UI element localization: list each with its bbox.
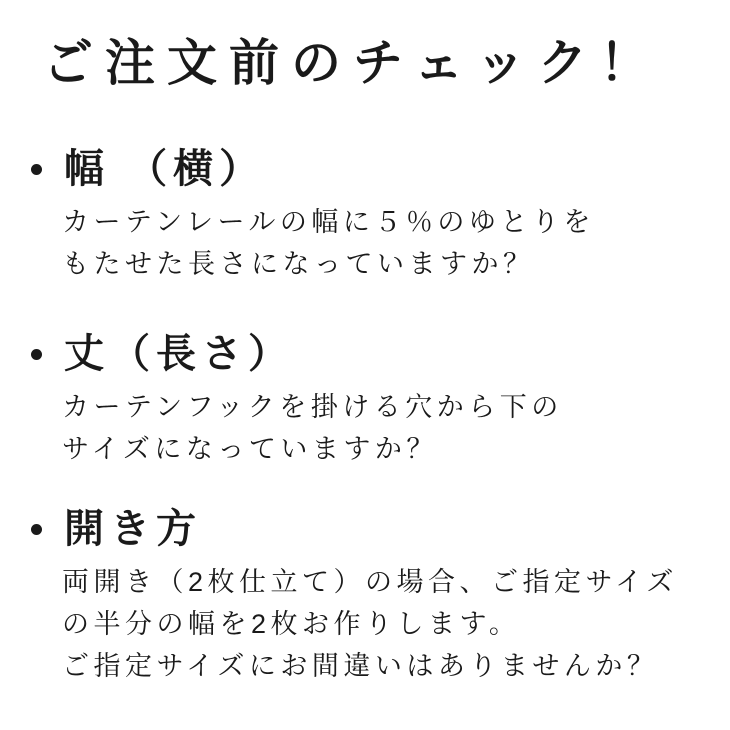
section-width-header	[0, 145, 730, 193]
section-opening-style	[0, 505, 730, 687]
body-line: 両開き（2枚仕立て）の場合、ご指定サイズ	[62, 567, 678, 597]
page-title: ご注文前のチェック！	[43, 35, 662, 91]
bullet-dot-icon	[31, 349, 42, 360]
bullet-dot-icon	[31, 164, 42, 175]
section-width	[0, 145, 730, 285]
body-line: カーテンレールの幅に５％のゆとりを	[62, 207, 595, 237]
body-line: サイズになっていますか？	[62, 434, 438, 464]
body-line: もたせた長さになっていますか？	[62, 249, 535, 279]
section-opening-style-header	[0, 505, 730, 553]
section-length	[0, 330, 730, 470]
body-line: カーテンフックを掛ける穴から下の	[62, 392, 563, 422]
section-width-heading: 幅 （横）	[64, 147, 266, 191]
section-length-heading: 丈（長さ）	[64, 332, 294, 376]
section-length-body	[0, 386, 730, 470]
section-opening-style-body	[0, 561, 730, 687]
section-length-header	[0, 330, 730, 378]
section-width-body	[0, 201, 730, 285]
body-line: の半分の幅を2枚お作りします。	[62, 609, 521, 639]
bullet-dot-icon	[31, 524, 42, 535]
section-opening-style-heading: 開き方	[64, 507, 202, 551]
body-line: ご指定サイズにお間違いはありませんか？	[62, 651, 659, 681]
